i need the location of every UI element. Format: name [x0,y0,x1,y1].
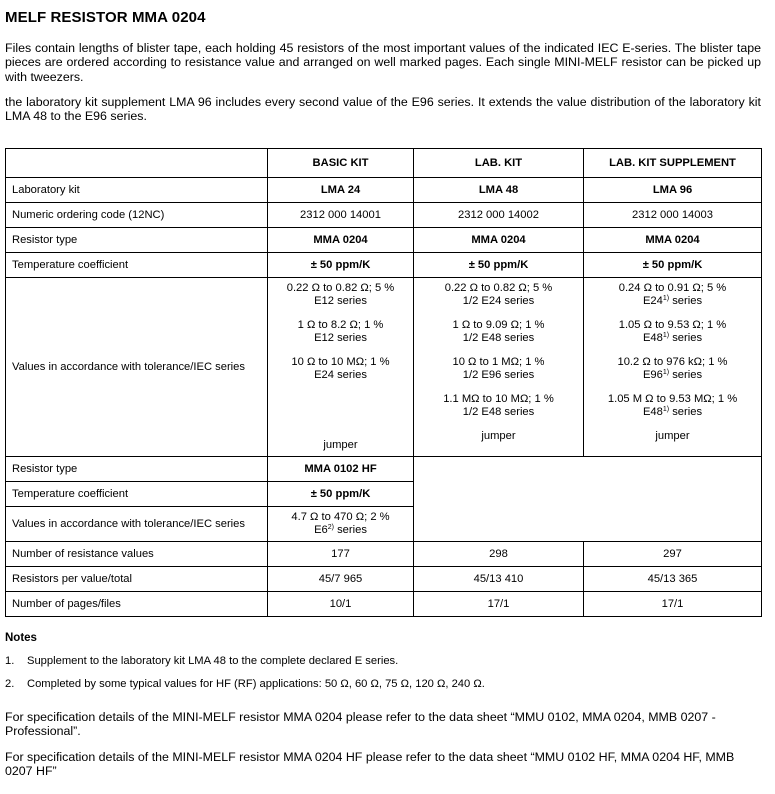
table-row [6,542,762,567]
cell-supplement: 297 [584,542,762,567]
cell-supplement: LMA 96 [584,178,762,203]
table-row [6,178,762,203]
cell-basic: 45/7 965 [268,567,414,592]
cell-basic: LMA 24 [268,178,414,203]
jumper-label: jumper [655,430,690,442]
value-group: 10 Ω to 1 MΩ; 1 % 1/2 E96 series [452,356,545,381]
kit-table [5,148,762,617]
jumper-label: jumper [323,439,358,451]
cell-lab: MMA 0204 [414,228,584,253]
cell-basic: 2312 000 14001 [268,203,414,228]
reference-paragraph-2: For specification details of the MINI-MELF resistor MMA 0204 HF please refer to the data sheet “MMU 0102 HF, MMA 0204 HF, MMB 0207 HF” [5,750,735,779]
cell-basic: 4.7 Ω to 470 Ω; 2 % E6$^{2)}$ series [268,507,414,542]
row-label: Resistor type [6,228,268,253]
table-row [6,253,762,278]
reference-paragraph-1: For specification details of the MINI-MELF resistor MMA 0204 please refer to the data sheet “MMU 0102, MMA 0204, MMB 0207 - Professional”. [5,710,716,739]
notes-title: Notes [5,632,37,644]
cell-supplement: 17/1 [584,592,762,617]
table-row [6,592,762,617]
table-row [6,567,762,592]
cell-lab-values [414,278,584,457]
cell-supplement: 2312 000 14003 [584,203,762,228]
value-group: 1.1 MΩ to 10 MΩ; 1 % 1/2 E48 series [443,393,554,418]
cell-lab: ± 50 ppm/K [414,253,584,278]
table-row [6,457,762,482]
value-group: 0.24 Ω to 0.91 Ω; 5 % E24$^{1)}$ series [618,282,727,307]
header-empty [6,149,268,178]
note-item: 1. Supplement to the laboratory kit LMA 48 to the complete declared E series. [5,655,399,667]
row-label: Values in accordance with tolerance/IEC series [6,278,268,457]
header-basic-kit: BASIC KIT [268,149,414,178]
header-lab-kit: LAB. KIT [414,149,584,178]
cell-basic: 177 [268,542,414,567]
intro-paragraph-2: the laboratory kit supplement LMA 96 includes every second value of the E96 series. It extends the value distribution of the laboratory kit LMA 48 to the E96 series. [5,95,761,124]
cell-basic: ± 50 ppm/K [268,482,414,507]
empty-cell [414,457,762,542]
cell-basic: ± 50 ppm/K [268,253,414,278]
table-row [6,203,762,228]
cell-basic: MMA 0204 [268,228,414,253]
cell-lab: 298 [414,542,584,567]
value-group: 1 Ω to 9.09 Ω; 1 % 1/2 E48 series [452,319,545,344]
value-group: 1.05 Ω to 9.53 Ω; 1 % E48$^{1)}$ series [618,319,727,344]
value-group: 10 Ω to 10 MΩ; 1 % E24 series [291,356,390,381]
cell-supplement-values [584,278,762,457]
cell-basic-values [268,278,414,457]
value-group: 0.22 Ω to 0.82 Ω; 5 % 1/2 E24 series [444,282,553,307]
cell-basic: 10/1 [268,592,414,617]
cell-lab: 17/1 [414,592,584,617]
jumper-label: jumper [481,430,516,442]
value-group: 1 Ω to 8.2 Ω; 1 % E12 series [297,319,384,344]
row-label: Laboratory kit [6,178,268,203]
row-label: Numeric ordering code (12NC) [6,203,268,228]
intro-paragraph-1: Files contain lengths of blister tape, each holding 45 resistors of the most important values of the indicated IEC E-series. The blister tape pieces are ordered according to resistance value and arranged on well marked pages. Each single MINI-MELF resistor can be picked up with tweezers. [5,41,761,84]
cell-supplement: 45/13 365 [584,567,762,592]
note-item: 2. Completed by some typical values for HF (RF) applications: 50 Ω, 60 Ω, 75 Ω, 120 Ω, 240 Ω. [5,678,485,690]
cell-basic: MMA 0102 HF [268,457,414,482]
row-label: Temperature coefficient [6,482,268,507]
value-group: 1.05 M Ω to 9.53 MΩ; 1 % E48$^{1)}$ series [607,393,738,418]
value-group: 10.2 Ω to 976 kΩ; 1 % E96$^{1)}$ series [617,356,728,381]
table-header-row [6,149,762,178]
row-label: Number of pages/files [6,592,268,617]
row-label: Temperature coefficient [6,253,268,278]
header-lab-kit-supplement: LAB. KIT SUPPLEMENT [584,149,762,178]
page-title: MELF RESISTOR MMA 0204 [5,9,206,26]
row-label: Values in accordance with tolerance/IEC series [6,507,268,542]
row-label: Resistor type [6,457,268,482]
table-row [6,228,762,253]
cell-supplement: MMA 0204 [584,228,762,253]
row-label: Resistors per value/total [6,567,268,592]
cell-supplement: ± 50 ppm/K [584,253,762,278]
value-group: 0.22 Ω to 0.82 Ω; 5 % E12 series [286,282,395,307]
cell-lab: 2312 000 14002 [414,203,584,228]
table-row-values [6,278,762,457]
cell-lab: LMA 48 [414,178,584,203]
cell-lab: 45/13 410 [414,567,584,592]
row-label: Number of resistance values [6,542,268,567]
